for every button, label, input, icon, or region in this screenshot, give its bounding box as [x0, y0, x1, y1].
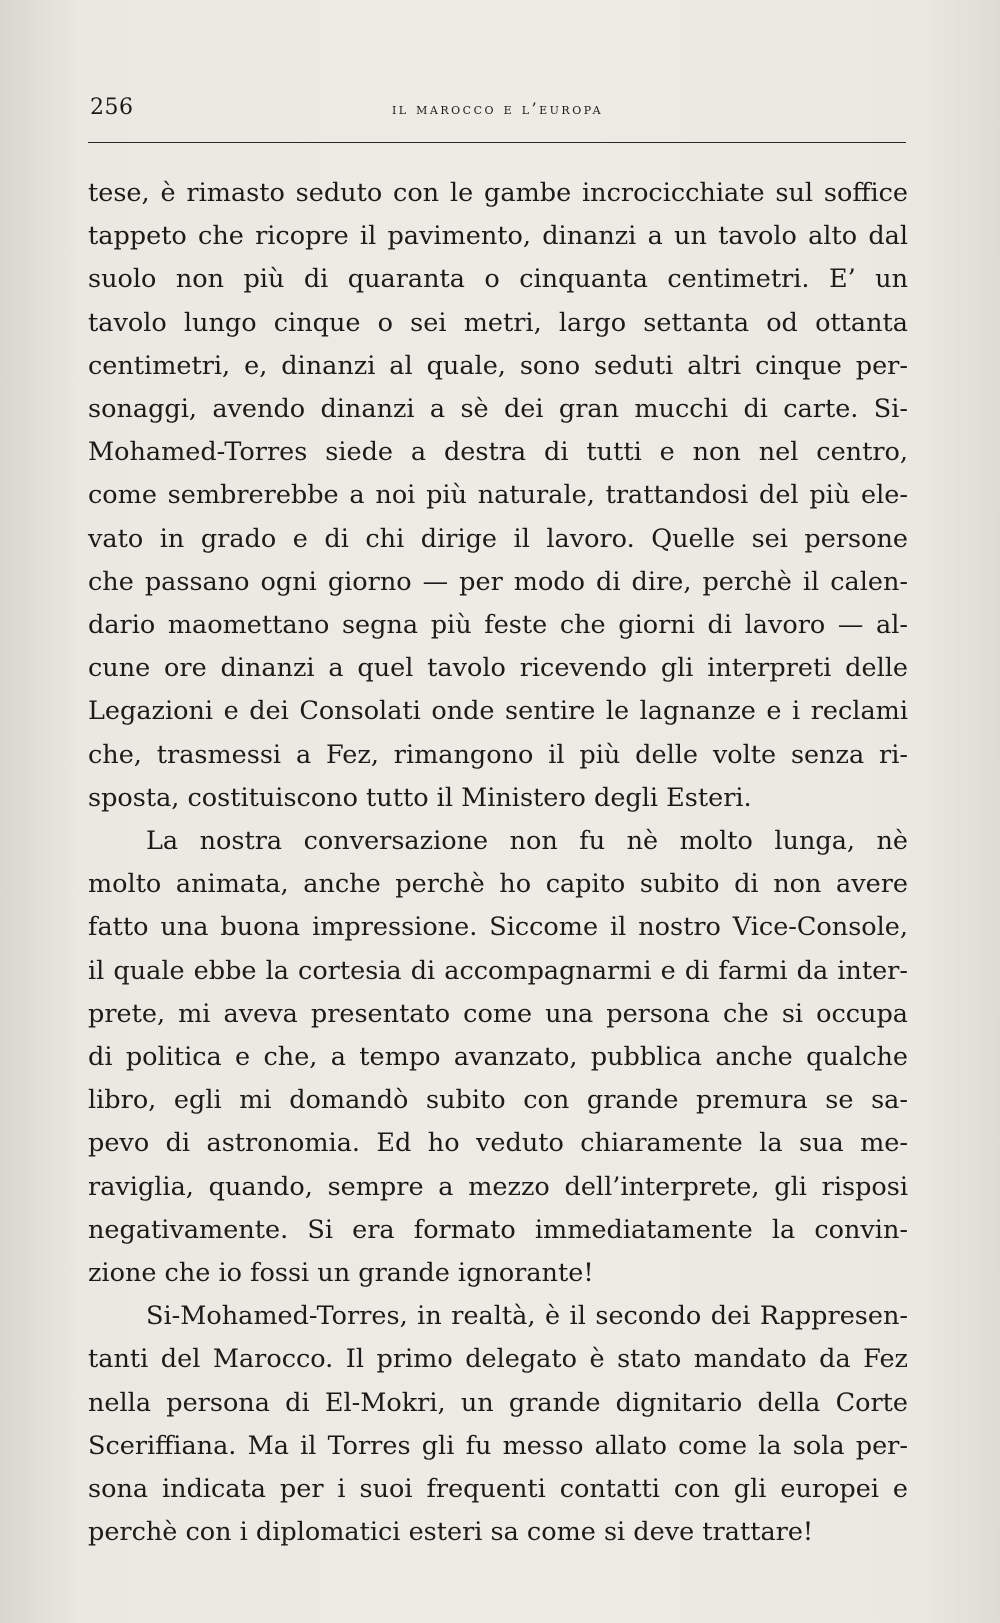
text-line: tavolo lungo cinque o sei metri, largo settanta od ottanta: [88, 307, 908, 338]
text-line: di politica e che, a tempo avanzato, pubblica anche qualche: [88, 1042, 908, 1073]
text-line: vato in grado e di chi dirige il lavoro. Quelle sei persone: [88, 523, 908, 554]
text-line: tanti del Marocco. Il primo delegato è stato mandato da Fez: [88, 1344, 908, 1375]
text-line: centimetri, e, dinanzi al quale, sono seduti altri cinque per-: [88, 350, 908, 381]
text-line: dario maomettano segna più feste che giorni di lavoro — al-: [88, 610, 908, 641]
running-title: il marocco e l’europa: [391, 99, 604, 118]
text-line: Si-Mohamed-Torres, in realtà, è il secondo dei Rappresen-: [146, 1301, 908, 1332]
text-line: il quale ebbe la cortesia di accompagnarmi e di farmi da inter-: [88, 955, 908, 986]
text-line: Mohamed-Torres siede a destra di tutti e non nel centro,: [88, 437, 908, 468]
text-line: nella persona di El-Mokri, un grande dignitario della Corte: [88, 1387, 908, 1418]
text-line: perchè con i diplomatici esteri sa come si deve trattare!: [88, 1517, 814, 1548]
text-line: sona indicata per i suoi frequenti contatti con gli europei e: [88, 1474, 908, 1505]
text-line: sposta, costituiscono tutto il Ministero degli Esteri.: [88, 782, 752, 813]
header-rule: [88, 142, 906, 143]
text-line: Legazioni e dei Consolati onde sentire le lagnanze e i reclami: [88, 696, 908, 727]
text-line: come sembrerebbe a noi più naturale, trattandosi del più ele-: [88, 480, 908, 511]
text-line: negativamente. Si era formato immediatamente la convin-: [88, 1214, 908, 1245]
page-number: 256: [90, 95, 134, 120]
text-line: prete, mi aveva presentato come una persona che si occupa: [88, 998, 908, 1029]
text-line: Sceriffiana. Ma il Torres gli fu messo allato come la sola per-: [88, 1430, 908, 1461]
text-line: raviglia, quando, sempre a mezzo dell’interprete, gli risposi: [88, 1171, 908, 1202]
text-line: La nostra conversazione non fu nè molto lunga, nè: [146, 826, 908, 857]
text-line: cune ore dinanzi a quel tavolo ricevendo gli interpreti delle: [88, 653, 908, 684]
text-line: che passano ogni giorno — per modo di dire, perchè il calen-: [88, 566, 908, 597]
text-line: zione che io fossi un grande ignorante!: [88, 1258, 594, 1289]
text-line: molto animata, anche perchè ho capito subito di non avere: [88, 869, 908, 900]
text-line: libro, egli mi domandò subito con grande premura se sa-: [88, 1085, 908, 1116]
text-line: tappeto che ricopre il pavimento, dinanzi a un tavolo alto dal: [88, 221, 908, 252]
text-line: pevo di astronomia. Ed ho veduto chiaramente la sua me-: [88, 1128, 908, 1159]
text-line: fatto una buona impressione. Siccome il nostro Vice-Console,: [88, 912, 908, 943]
text-line: tese, è rimasto seduto con le gambe incrocicchiate sul soffice: [88, 178, 908, 208]
text-line: sonaggi, avendo dinanzi a sè dei gran mucchi di carte. Si-: [88, 394, 908, 425]
body-text: [88, 172, 908, 1555]
page-header: [90, 95, 905, 135]
text-line: che, trasmessi a Fez, rimangono il più delle volte senza ri-: [88, 739, 908, 770]
text-line: suolo non più di quaranta o cinquanta centimetri. E’ un: [88, 264, 908, 295]
